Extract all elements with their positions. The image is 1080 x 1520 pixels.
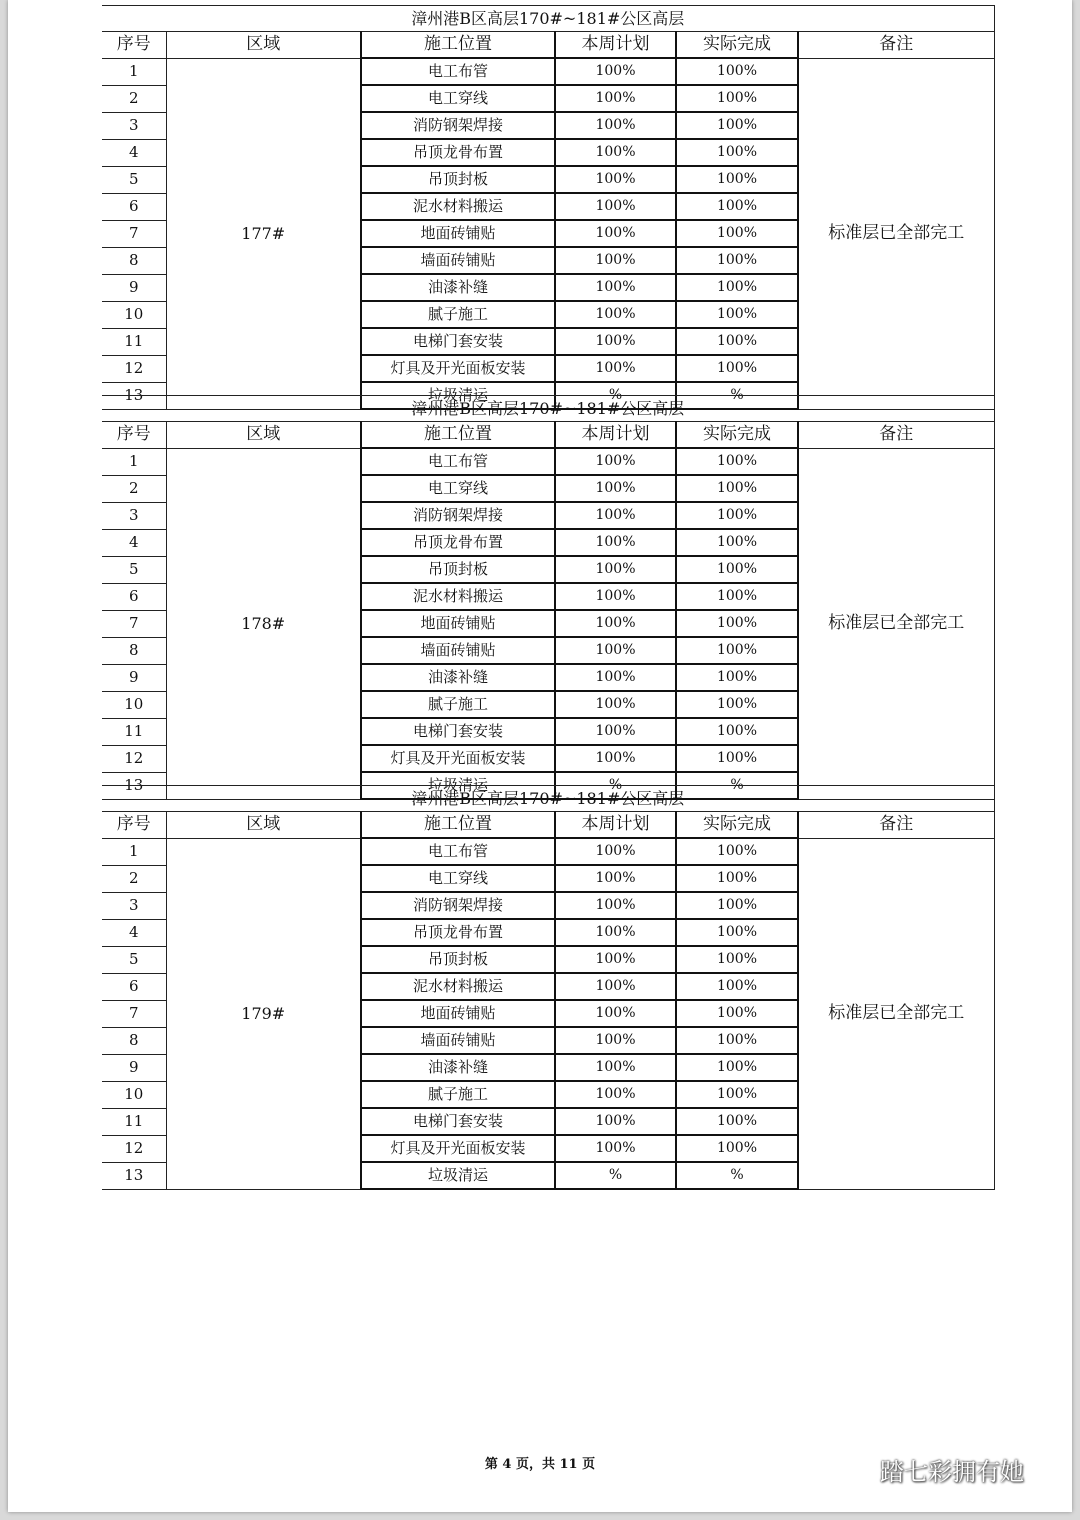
row-plan: 100% [555,112,676,139]
row-seq: 12 [102,355,166,382]
row-seq: 7 [102,1000,166,1027]
row-plan: 100% [555,745,676,772]
table-row [102,838,994,865]
row-actual: 100% [676,112,798,139]
row-actual: 100% [676,973,798,1000]
watermark-text: 踏七彩拥有她 [880,1458,1024,1486]
row-plan: 100% [555,637,676,664]
row-plan: 100% [555,1054,676,1081]
progress-table-3 [102,785,994,1190]
row-seq: 3 [102,112,166,139]
row-plan: 100% [555,274,676,301]
row-seq: 12 [102,745,166,772]
table-row [102,448,994,475]
row-position: 地面砖铺贴 [361,610,555,637]
row-seq: 8 [102,1027,166,1054]
row-position: 电工穿线 [361,85,555,112]
row-position: 墙面砖铺贴 [361,247,555,274]
table-row [102,58,994,85]
row-seq: 8 [102,637,166,664]
row-position: 地面砖铺贴 [361,220,555,247]
row-position: 电梯门套安装 [361,1108,555,1135]
header-actual: 实际完成 [676,32,798,59]
row-position: 灯具及开光面板安装 [361,1135,555,1162]
document-page [8,0,1072,1512]
row-actual: 100% [676,745,798,772]
row-plan: 100% [555,838,676,865]
row-plan: 100% [555,220,676,247]
row-position: 腻子施工 [361,301,555,328]
row-seq: 10 [102,1081,166,1108]
row-seq: 6 [102,193,166,220]
row-actual: 100% [676,274,798,301]
row-actual: 100% [676,502,798,529]
progress-table-1 [102,5,994,410]
row-plan: 100% [555,301,676,328]
row-position: 电梯门套安装 [361,328,555,355]
row-actual: 100% [676,475,798,502]
row-position: 灯具及开光面板安装 [361,745,555,772]
row-seq: 2 [102,475,166,502]
row-actual: % [676,382,798,409]
wechat-icon [838,1455,874,1485]
row-position: 电工布管 [361,58,555,85]
row-plan: 100% [555,865,676,892]
row-position: 油漆补缝 [361,1054,555,1081]
row-seq: 13 [102,1162,166,1189]
row-actual: 100% [676,583,798,610]
header-position: 施工位置 [361,32,555,59]
row-position: 墙面砖铺贴 [361,637,555,664]
row-plan: 100% [555,1081,676,1108]
row-position: 吊顶封板 [361,166,555,193]
row-position: 电梯门套安装 [361,718,555,745]
row-plan: % [555,382,676,409]
row-plan: 100% [555,1000,676,1027]
row-plan: 100% [555,166,676,193]
row-actual: 100% [676,718,798,745]
row-plan: 100% [555,583,676,610]
row-actual: 100% [676,139,798,166]
row-position: 垃圾清运 [361,382,555,409]
row-actual: 100% [676,637,798,664]
area-cell: 177# [166,58,361,409]
row-position: 吊顶封板 [361,556,555,583]
row-position: 油漆补缝 [361,274,555,301]
header-actual: 实际完成 [676,422,798,449]
row-plan: 100% [555,85,676,112]
row-plan: 100% [555,946,676,973]
header-position: 施工位置 [361,422,555,449]
header-note: 备注 [798,32,994,59]
row-actual: 100% [676,448,798,475]
row-plan: 100% [555,58,676,85]
row-actual: 100% [676,664,798,691]
row-actual: 100% [676,529,798,556]
row-position: 吊顶龙骨布置 [361,919,555,946]
row-actual: 100% [676,1081,798,1108]
row-seq: 13 [102,382,166,409]
row-plan: 100% [555,328,676,355]
row-actual: 100% [676,1054,798,1081]
row-seq: 1 [102,448,166,475]
row-seq: 6 [102,973,166,1000]
row-seq: 11 [102,328,166,355]
row-position: 消防钢架焊接 [361,892,555,919]
row-seq: 12 [102,1135,166,1162]
row-plan: 100% [555,1108,676,1135]
header-seq: 序号 [102,812,166,839]
row-seq: 10 [102,301,166,328]
row-seq: 5 [102,166,166,193]
row-seq: 9 [102,274,166,301]
row-actual: 100% [676,556,798,583]
row-plan: 100% [555,973,676,1000]
row-seq: 10 [102,691,166,718]
note-cell: 标准层已全部完工 [798,58,994,409]
row-seq: 4 [102,919,166,946]
row-seq: 11 [102,718,166,745]
row-actual: 100% [676,838,798,865]
header-plan: 本周计划 [555,32,676,59]
row-actual: 100% [676,892,798,919]
row-actual: 100% [676,301,798,328]
row-plan: 100% [555,664,676,691]
row-seq: 7 [102,610,166,637]
row-actual: 100% [676,1027,798,1054]
row-actual: 100% [676,1108,798,1135]
row-seq: 4 [102,529,166,556]
header-plan: 本周计划 [555,812,676,839]
row-actual: 100% [676,328,798,355]
row-seq: 1 [102,838,166,865]
row-seq: 13 [102,772,166,799]
row-plan: % [555,772,676,799]
row-position: 吊顶龙骨布置 [361,529,555,556]
row-seq: 4 [102,139,166,166]
row-actual: 100% [676,193,798,220]
row-seq: 11 [102,1108,166,1135]
row-actual: 100% [676,1135,798,1162]
row-position: 垃圾清运 [361,1162,555,1189]
row-plan: 100% [555,193,676,220]
row-actual: 100% [676,691,798,718]
row-position: 腻子施工 [361,691,555,718]
row-position: 电工穿线 [361,865,555,892]
row-actual: 100% [676,946,798,973]
row-seq: 7 [102,220,166,247]
area-cell: 179# [166,838,361,1189]
row-seq: 5 [102,946,166,973]
note-cell: 标准层已全部完工 [798,448,994,799]
row-position: 泥水材料搬运 [361,583,555,610]
header-note: 备注 [798,422,994,449]
row-plan: % [555,1162,676,1189]
row-actual: 100% [676,1000,798,1027]
row-plan: 100% [555,556,676,583]
row-plan: 100% [555,919,676,946]
row-actual: 100% [676,865,798,892]
table-title: 漳州港B区高层170#~181#公区高层 [102,6,994,32]
row-actual: 100% [676,919,798,946]
row-actual: 100% [676,166,798,193]
header-area: 区域 [166,422,361,449]
row-position: 墙面砖铺贴 [361,1027,555,1054]
row-seq: 8 [102,247,166,274]
table-title: 漳州港B区高层170#~181#公区高层 [102,396,994,422]
row-position: 吊顶封板 [361,946,555,973]
row-seq: 2 [102,865,166,892]
row-plan: 100% [555,691,676,718]
row-position: 消防钢架焊接 [361,502,555,529]
row-actual: 100% [676,220,798,247]
row-seq: 9 [102,664,166,691]
row-position: 油漆补缝 [361,664,555,691]
progress-table-2 [102,395,994,800]
header-seq: 序号 [102,422,166,449]
row-actual: 100% [676,247,798,274]
row-seq: 9 [102,1054,166,1081]
row-seq: 5 [102,556,166,583]
row-seq: 2 [102,85,166,112]
row-plan: 100% [555,475,676,502]
row-plan: 100% [555,502,676,529]
row-position: 电工穿线 [361,475,555,502]
watermark [838,1452,1024,1487]
row-actual: 100% [676,58,798,85]
row-plan: 100% [555,610,676,637]
row-seq: 3 [102,892,166,919]
row-position: 灯具及开光面板安装 [361,355,555,382]
header-seq: 序号 [102,32,166,59]
row-position: 地面砖铺贴 [361,1000,555,1027]
row-seq: 3 [102,502,166,529]
row-seq: 1 [102,58,166,85]
header-position: 施工位置 [361,812,555,839]
row-plan: 100% [555,1135,676,1162]
row-position: 泥水材料搬运 [361,973,555,1000]
row-position: 电工布管 [361,838,555,865]
row-plan: 100% [555,247,676,274]
row-position: 泥水材料搬运 [361,193,555,220]
row-plan: 100% [555,355,676,382]
header-note: 备注 [798,812,994,839]
row-plan: 100% [555,139,676,166]
header-actual: 实际完成 [676,812,798,839]
row-actual: % [676,772,798,799]
row-actual: 100% [676,85,798,112]
row-position: 垃圾清运 [361,772,555,799]
area-cell: 178# [166,448,361,799]
row-plan: 100% [555,1027,676,1054]
row-position: 电工布管 [361,448,555,475]
header-plan: 本周计划 [555,422,676,449]
note-cell: 标准层已全部完工 [798,838,994,1189]
row-plan: 100% [555,448,676,475]
header-area: 区域 [166,812,361,839]
row-plan: 100% [555,718,676,745]
row-position: 消防钢架焊接 [361,112,555,139]
row-plan: 100% [555,892,676,919]
page-number: 第 4 页，共 11 页 [484,1457,596,1472]
row-plan: 100% [555,529,676,556]
row-position: 腻子施工 [361,1081,555,1108]
row-actual: % [676,1162,798,1189]
row-position: 吊顶龙骨布置 [361,139,555,166]
table-title: 漳州港B区高层170#~181#公区高层 [102,786,994,812]
row-seq: 6 [102,583,166,610]
row-actual: 100% [676,610,798,637]
header-area: 区域 [166,32,361,59]
row-actual: 100% [676,355,798,382]
